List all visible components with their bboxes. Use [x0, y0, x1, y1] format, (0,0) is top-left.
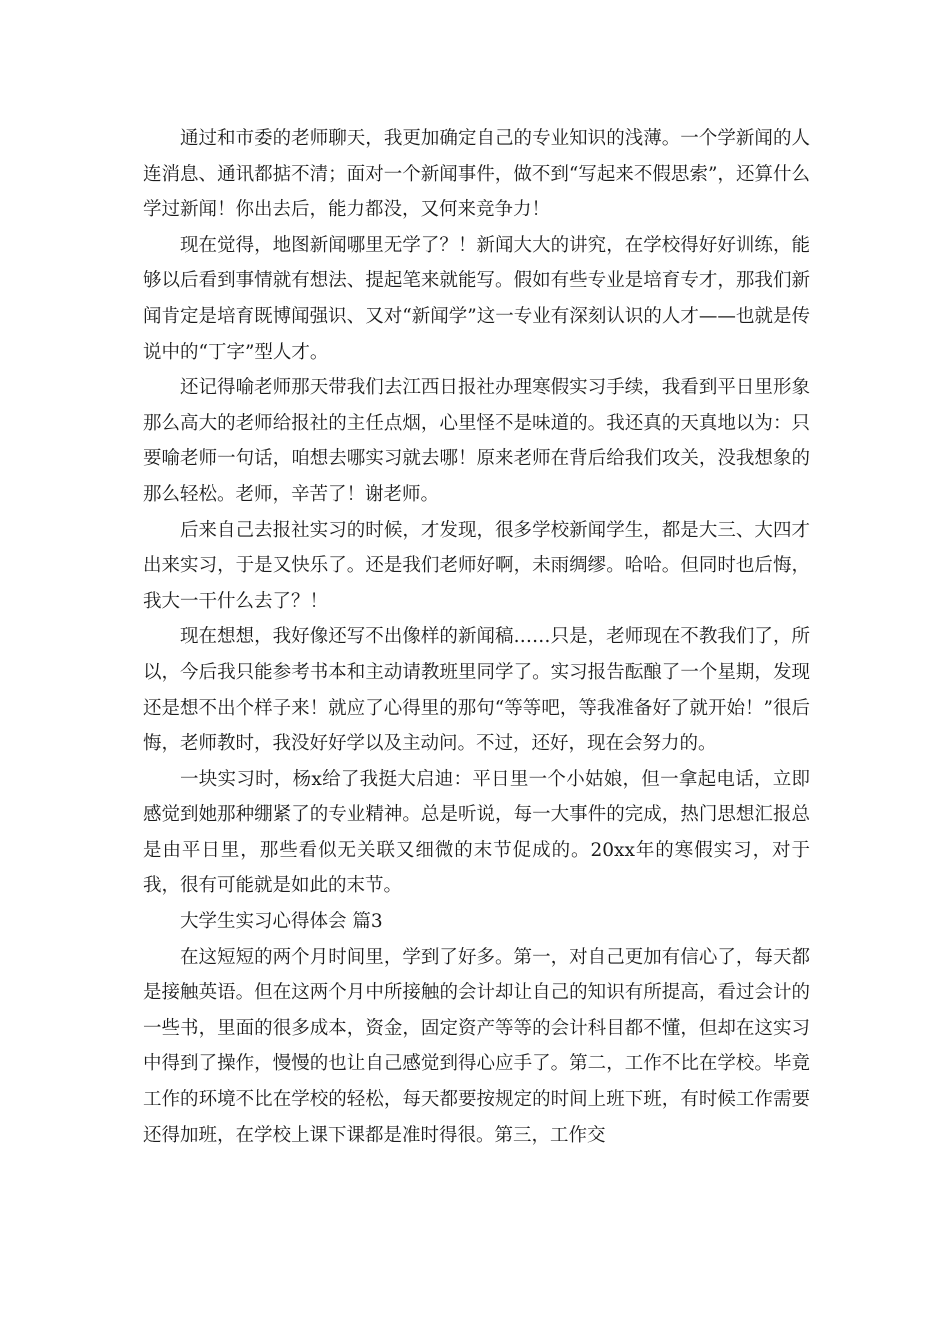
paragraph-4: 后来自己去报社实习的时候，才发现，很多学校新闻学生，都是大三、大四才出来实习，于是又快乐了。还是我们老师好啊，未雨绸缪。哈哈。但同时也后悔，我大一干什么去了？！ — [143, 519, 810, 612]
paragraph-6: 一块实习时，杨x给了我挺大启迪：平日里一个小姑娘，但一拿起电话，立即感觉到她那种绷紧了的专业精神。总是听说，每一大事件的完成，热门思想汇报总是由平日里，那些看似无关联又细微的末节促成的。20xx年的寒假实习，对于我，很有可能就是如此的末节。 — [143, 768, 810, 897]
paragraph-1: 通过和市委的老师聊天，我更加确定自己的专业知识的浅薄。一个学新闻的人连消息、通讯都掂不清；面对一个新闻事件，做不到“写起来不假思索”，还算什么学过新闻！你出去后，能力都没，又何来竞争力！ — [143, 128, 810, 221]
paragraph-2: 现在觉得，地图新闻哪里无学了？！新闻大大的讲究，在学校得好好训练，能够以后看到事情就有想法、提起笔来就能写。假如有些专业是培育专才，那我们新闻肯定是培育既博闻强识、又对“新闻学”这一专业有深刻认识的人才——也就是传说中的“丁字”型人才。 — [143, 234, 810, 363]
section-heading: 大学生实习心得体会 篇3 — [180, 911, 383, 933]
paragraph-3: 还记得喻老师那天带我们去江西日报社办理寒假实习手续，我看到平日里形象那么高大的老师给报社的主任点烟，心里怪不是味道的。我还真的天真地以为：只要喻老师一句话，咱想去哪实习就去哪！原来老师在背后给我们攻关，没我想象的那么轻松。老师，辛苦了！谢老师。 — [143, 377, 810, 505]
section-paragraph: 在这短短的两个月时间里，学到了好多。第一，对自己更加有信心了，每天都是接触英语。但在这两个月中所接触的会计却让自己的知识有所提高，看过会计的一些书，里面的很多成本，资金，固定资产等等的会计科目都不懂，但却在这实习中得到了操作，慢慢的也让自己感觉到得心应手了。第二，工作不比在学校。毕竟工作的环境不比在学校的轻松，每天都要按规定的时间上班下班，有时候工作需要还得加班，在学校上课下课都是准时得很。第三，工作交 — [143, 946, 810, 1146]
paragraph-5: 现在想想，我好像还写不出像样的新闻稿……只是，老师现在不教我们了，所以，今后我只能参考书本和主动请教班里同学了。实习报告酝酿了一个星期，发现还是想不出个样子来！就应了心得里的那句“等等吧，等我准备好了就开始！”很后悔，老师教时，我没好好学以及主动问。不过，还好，现在会努力的。 — [143, 626, 810, 755]
document-body — [143, 121, 810, 1153]
